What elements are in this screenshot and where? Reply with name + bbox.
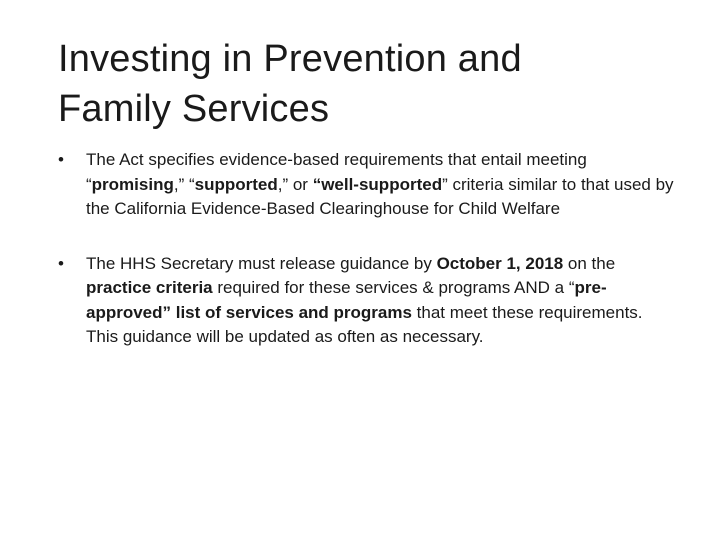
bullet-item-hhs-guidance	[58, 252, 678, 350]
bullet-marker: •	[58, 253, 64, 273]
text-segment: The Act specifies evidence-based requirements that entail meeting “	[86, 150, 592, 194]
text-segment-bold: “well-supported	[312, 174, 443, 194]
text-segment: that meet these requirements. This guidance will be updated as often as necessary.	[86, 302, 647, 346]
text-segment: The HHS Secretary must release guidance by	[86, 253, 437, 273]
bullet-text	[86, 254, 647, 347]
bullet-item-act-requirements	[58, 148, 678, 222]
text-segment-bold: October 1, 2018	[436, 253, 564, 273]
text-segment: ” criteria similar to that used by the California Evidence-Based Clearinghouse for Child Welfare	[86, 174, 679, 218]
text-segment-bold: pre-approved” list of services and programs	[86, 278, 607, 322]
bullet-marker: •	[58, 150, 64, 169]
bullet-text	[86, 150, 678, 218]
text-segment: required for these services & programs AND a “	[212, 278, 575, 297]
text-segment-bold: practice criteria	[86, 278, 213, 297]
text-segment-bold: supported	[194, 174, 278, 194]
title-line-2: Family Services	[58, 88, 330, 130]
text-segment: on the	[563, 253, 620, 273]
title-line-1: Investing in Prevention and	[58, 38, 522, 80]
text-segment: ,” “	[173, 174, 195, 194]
slide-title	[58, 34, 678, 134]
text-segment-bold: promising	[91, 174, 174, 194]
bullet-list	[58, 148, 678, 350]
text-segment: ,” or	[277, 174, 313, 194]
